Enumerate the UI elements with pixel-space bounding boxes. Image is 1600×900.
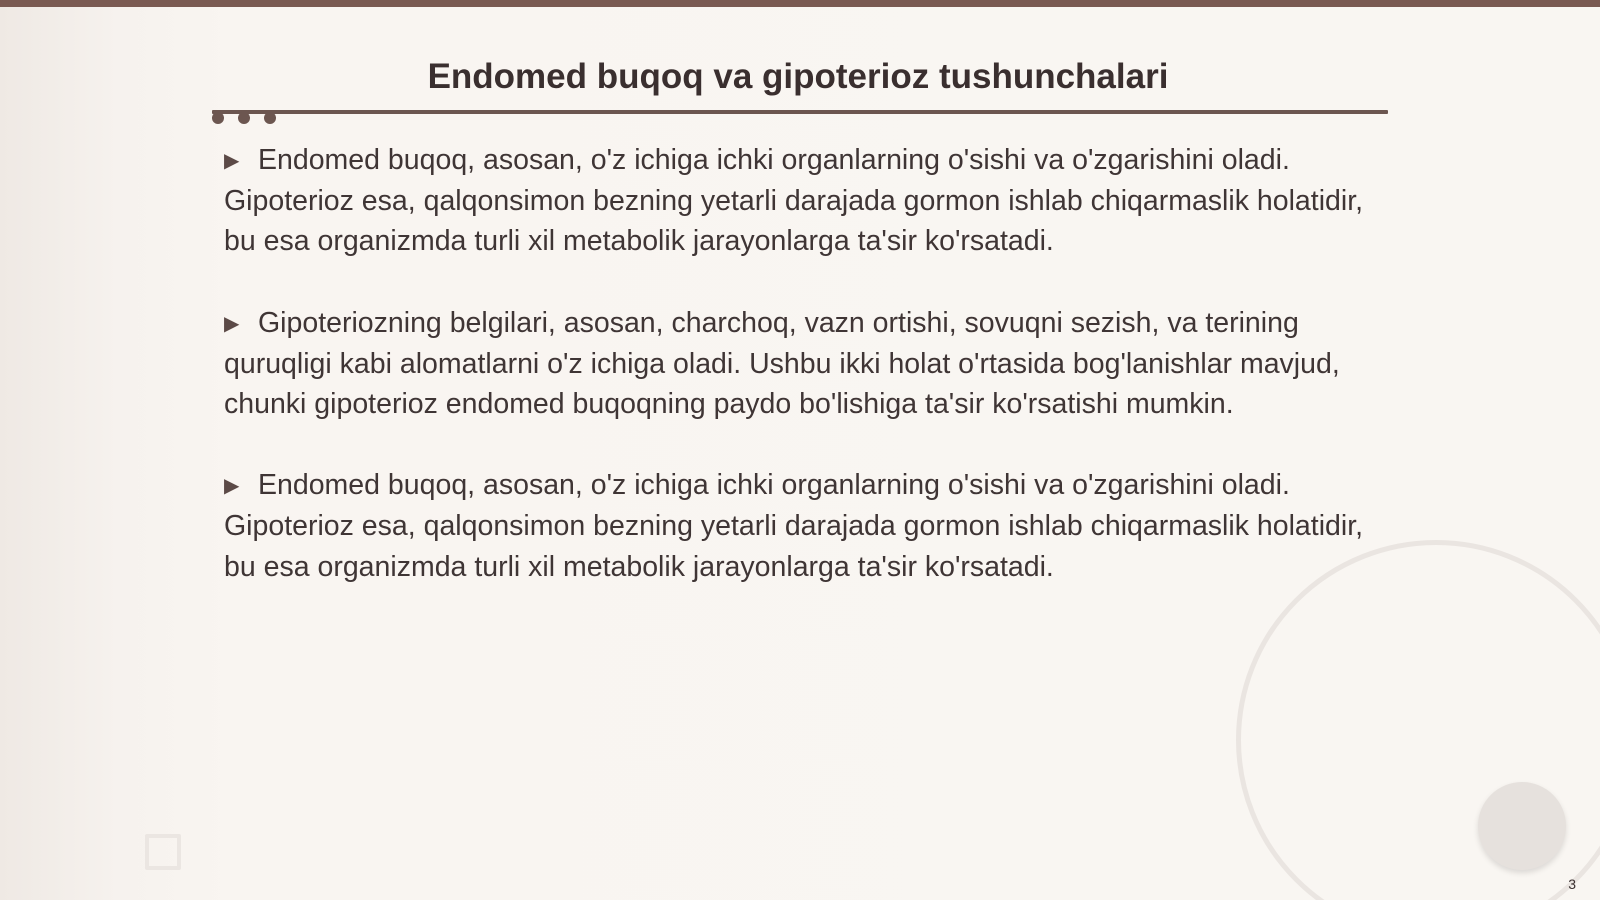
decorative-circle bbox=[1478, 782, 1566, 870]
decorative-dot bbox=[238, 112, 250, 124]
decorative-square bbox=[145, 834, 181, 870]
bullet-paragraph bbox=[224, 465, 1384, 587]
top-accent-bar bbox=[0, 0, 1600, 7]
paragraph-text: Endomed buqoq, asosan, o'z ichiga ichki organlarning o'sishi va o'zgarishini oladi. Gipoterioz esa, qalqonsimon bezning yetarli darajada gormon ishlab chiqarmaslik holatidir, bu esa organizmda turli xil metabolik jarayonlarga ta'sir ko'rsatadi. bbox=[224, 144, 1364, 258]
bullet-arrow-icon: ▶ bbox=[224, 475, 240, 498]
paragraph-text: Gipoteriozning belgilari, asosan, charchoq, vazn ortishi, sovuqni sezish, va terining quruqligi kabi alomatlarni o'z ichiga oladi. Ushbu ikki holat o'rtasida bog'lanishlar mavjud, chunki gipoterioz endomed buqoqning paydo bo'lishiga ta'sir ko'rsatishi mumkin. bbox=[224, 306, 1340, 421]
title-underline bbox=[212, 110, 1388, 114]
page-number: 3 bbox=[1568, 876, 1576, 892]
slide-title: Endomed buqoq va gipoterioz tushunchalari bbox=[427, 57, 1169, 96]
bullet-paragraph bbox=[224, 303, 1384, 425]
paragraph-text: Endomed buqoq, asosan, o'z ichiga ichki organlarning o'sishi va o'zgarishini oladi. Gipoterioz esa, qalqonsimon bezning yetarli darajada gormon ishlab chiqarmaslik holatidir, bu esa organizmda turli xil metabolik jarayonlarga ta'sir ko'rsatadi. bbox=[224, 469, 1364, 583]
slide-body bbox=[224, 140, 1384, 628]
bullet-paragraph bbox=[224, 140, 1384, 262]
bullet-arrow-icon: ▶ bbox=[224, 312, 240, 335]
bullet-arrow-icon: ▶ bbox=[224, 150, 240, 172]
decorative-dot bbox=[264, 112, 276, 124]
decorative-dot bbox=[212, 112, 224, 124]
